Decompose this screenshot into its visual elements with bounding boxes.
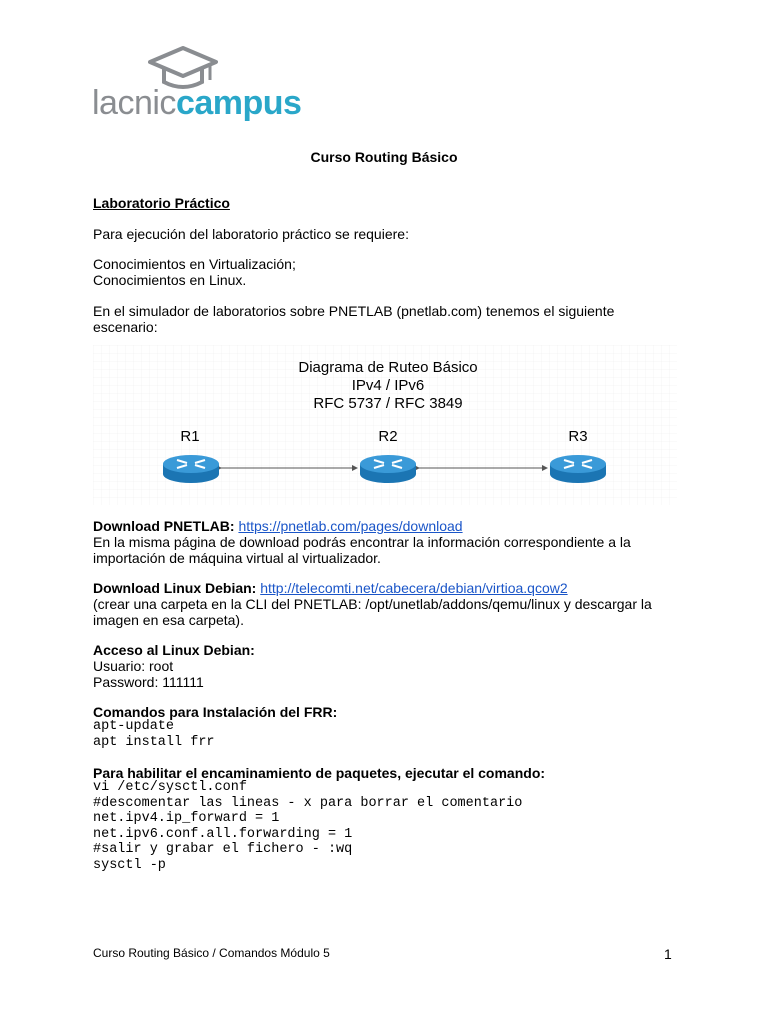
download-pnetlab-label: Download PNETLAB: bbox=[93, 518, 235, 534]
download-debian-label: Download Linux Debian: bbox=[93, 580, 257, 596]
router-icon-r3 bbox=[550, 455, 606, 483]
pnetlab-desc-1: En la misma página de download podrás encontrar la información correspondiente a la bbox=[93, 534, 631, 550]
forwarding-command-6: sysctl -p bbox=[93, 858, 166, 873]
frr-command-2: apt install frr bbox=[93, 735, 215, 750]
debian-desc-1: (crear una carpeta en la CLI del PNETLAB: /opt/unetlab/addons/qemu/linux y descargar la bbox=[93, 596, 652, 612]
scenario-text-2: escenario: bbox=[93, 319, 158, 335]
forwarding-command-2: #descomentar las lineas - x para borrar el comentario bbox=[93, 796, 523, 811]
page-number: 1 bbox=[664, 946, 672, 962]
document-title: Curso Routing Básico bbox=[310, 149, 458, 165]
forwarding-command-1: vi /etc/sysctl.conf bbox=[93, 780, 247, 795]
page-footer: Curso Routing Básico / Comandos Módulo 5 bbox=[93, 946, 330, 960]
router-icon-r1 bbox=[163, 455, 219, 483]
access-password: Password: 111111 bbox=[93, 674, 204, 690]
logo-text-campus: campus bbox=[175, 84, 302, 122]
routing-diagram bbox=[93, 345, 677, 505]
requirement-2: Conocimientos en Linux. bbox=[93, 272, 247, 288]
forwarding-command-3: net.ipv4.ip_forward = 1 bbox=[93, 811, 280, 826]
diagram-title-line-3: RFC 5737 / RFC 3849 bbox=[313, 395, 463, 412]
logo-text-lacnic: lacnic bbox=[92, 84, 176, 122]
router-label-r1: R1 bbox=[180, 428, 200, 445]
frr-command-1: apt-update bbox=[93, 719, 175, 734]
scenario-text-1: En el simulador de laboratorios sobre PNETLAB (pnetlab.com) tenemos el siguiente bbox=[93, 303, 615, 319]
download-pnetlab-line bbox=[93, 518, 463, 534]
diagram-title-line-2: IPv4 / IPv6 bbox=[351, 377, 425, 394]
frr-label: Comandos para Instalación del FRR: bbox=[93, 704, 338, 720]
forwarding-command-4: net.ipv6.conf.all.forwarding = 1 bbox=[93, 827, 353, 842]
router-label-r2: R2 bbox=[378, 428, 398, 445]
lacnic-campus-logo bbox=[92, 40, 308, 120]
router-icon-r2 bbox=[360, 455, 416, 483]
access-label: Acceso al Linux Debian: bbox=[93, 642, 255, 658]
section-heading: Laboratorio Práctico bbox=[93, 195, 230, 211]
pnetlab-desc-2: importación de máquina virtual al virtualizador. bbox=[93, 550, 381, 566]
logo-wordmark bbox=[92, 84, 301, 123]
pnetlab-download-link[interactable]: https://pnetlab.com/pages/download bbox=[238, 518, 463, 534]
debian-desc-2: imagen en esa carpeta). bbox=[93, 612, 244, 628]
diagram-title-line-1: Diagrama de Ruteo Básico bbox=[298, 359, 478, 376]
download-debian-line bbox=[93, 580, 568, 596]
forwarding-label: Para habilitar el encaminamiento de paquetes, ejecutar el comando: bbox=[93, 765, 546, 781]
access-user: Usuario: root bbox=[93, 658, 174, 674]
router-label-r3: R3 bbox=[568, 428, 588, 445]
requirement-1: Conocimientos en Virtualización; bbox=[93, 256, 296, 272]
debian-download-link[interactable]: http://telecomti.net/cabecera/debian/virtioa.qcow2 bbox=[260, 580, 568, 596]
intro-text: Para ejecución del laboratorio práctico se requiere: bbox=[93, 226, 409, 242]
forwarding-command-5: #salir y grabar el fichero - :wq bbox=[93, 842, 353, 857]
